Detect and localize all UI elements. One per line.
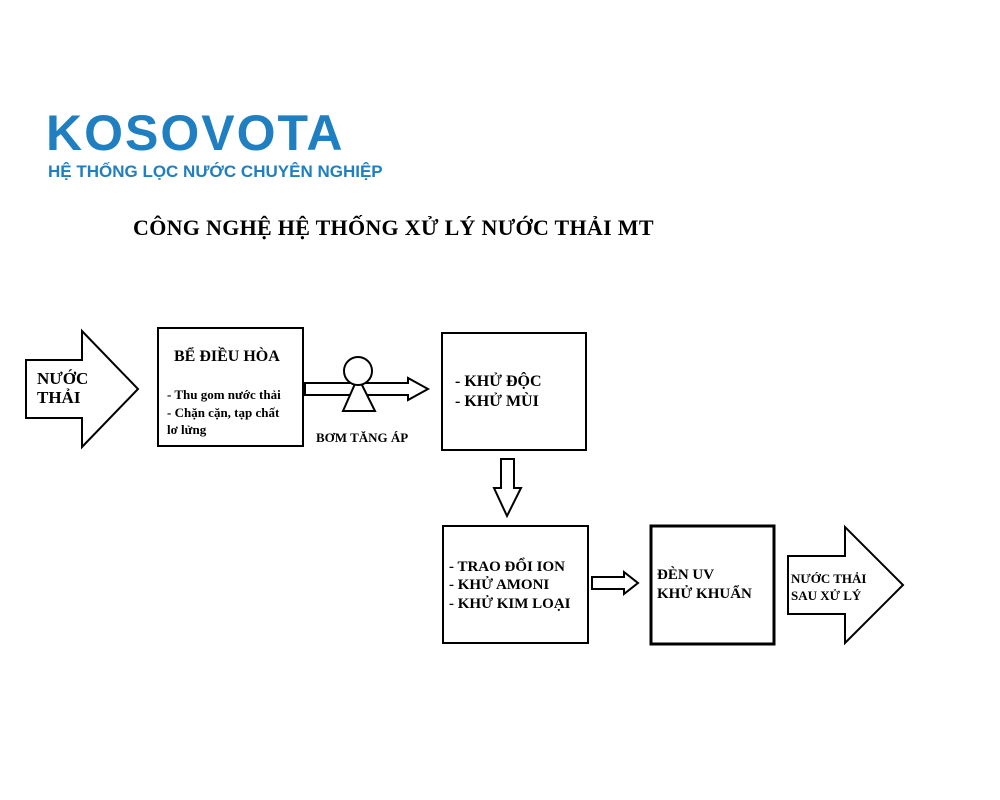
tank-item-1: - Thu gom nước thải [167, 387, 281, 402]
uv-text [657, 566, 752, 604]
page-title: CÔNG NGHỆ HỆ THỐNG XỬ LÝ NƯỚC THẢI MT [133, 215, 654, 240]
ion-line-1: - TRAO ĐỔI ION [449, 559, 565, 575]
output-line-2: SAU XỬ LÝ [791, 587, 862, 603]
detox-line-1: - KHỬ ĐỘC [455, 373, 542, 390]
ion-text [449, 558, 571, 613]
ion-to-uv-arrow [592, 572, 638, 594]
pump-label: BƠM TĂNG ÁP [316, 430, 409, 445]
uv-line-1: ĐÈN UV [657, 567, 715, 583]
tank-item-3: lơ lửng [167, 422, 207, 438]
uv-line-2: KHỬ KHUẨN [657, 585, 752, 602]
ion-line-2: - KHỬ AMONI [449, 577, 550, 594]
input-label-line2: THẢI [37, 388, 81, 408]
output-line-1: NƯỚC THẢI [791, 571, 867, 586]
input-label-line1: NƯỚC [37, 369, 89, 388]
tank-item-2: - Chặn cặn, tạp chất [167, 404, 280, 420]
output-text [791, 571, 866, 605]
detox-line-2: - KHỬ MÙI [455, 393, 539, 410]
brand-logo-name: KOSOVOTA [46, 105, 345, 161]
detox-text [455, 372, 542, 412]
brand-tagline: HỆ THỐNG LỌC NƯỚC CHUYÊN NGHIỆP [48, 162, 383, 181]
tank-items [167, 386, 281, 439]
ion-line-3: - KHỬ KIM LOẠI [449, 595, 571, 612]
input-label [37, 369, 88, 407]
detox-to-ion-arrow [494, 459, 521, 516]
tank-title: BỂ ĐIỀU HÒA [174, 348, 280, 365]
